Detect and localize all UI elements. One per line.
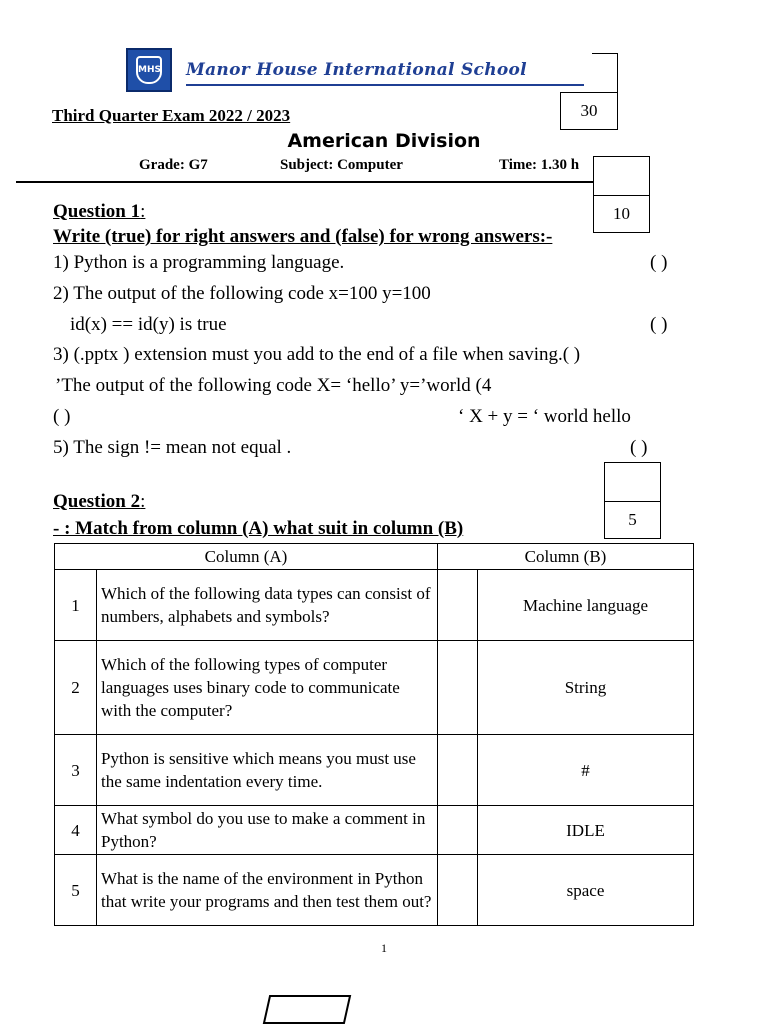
q1-item-2: 2) The output of the following code x=100 y=100 (53, 283, 431, 304)
answer-blank[interactable] (438, 855, 478, 926)
q1-item-4-code: ‘ X + y = ‘ world hello (458, 406, 631, 427)
question1-colon: : (140, 201, 146, 222)
school-logo (126, 48, 172, 92)
row-number: 2 (55, 641, 97, 735)
grade-label: Grade: G7 (139, 157, 208, 173)
table-row (55, 641, 694, 735)
answer-blank[interactable] (438, 570, 478, 641)
question1-title-text: Question 1 (53, 201, 141, 222)
column-b-header: Column (B) (438, 544, 694, 570)
header-divider (16, 181, 594, 183)
matching-table (54, 543, 694, 926)
question2-title-text: Question 2 (53, 491, 141, 512)
subject-label: Subject: Computer (280, 157, 403, 173)
q1-score-box-top (593, 156, 650, 196)
row-answer: Machine language (478, 570, 694, 641)
row-number: 4 (55, 806, 97, 855)
question2-colon: : (140, 491, 146, 512)
q1-item-2-answer: ( ) (650, 314, 668, 335)
q2-score: 5 (628, 510, 637, 529)
q1-item-1: 1) Python is a programming language. (53, 252, 345, 273)
table-row (55, 855, 694, 926)
row-question: Which of the following data types can consist of numbers, alphabets and symbols? (97, 570, 438, 641)
q2-score-box-top (604, 462, 661, 502)
row-number: 1 (55, 570, 97, 641)
q1-item-5-answer: ( ) (630, 437, 648, 458)
answer-blank[interactable] (438, 641, 478, 735)
question2-title (53, 491, 145, 513)
column-a-header: Column (A) (55, 544, 438, 570)
row-question: What is the name of the environment in Python that write your programs and then test them out? (97, 855, 438, 926)
q1-item-4-answer: ( ) (53, 406, 71, 427)
q1-item-5: 5) The sign != mean not equal . (53, 437, 292, 458)
question1-instruction: Write (true) for right answers and (false) for wrong answers:- (53, 226, 553, 247)
q2-score-box (604, 501, 661, 539)
q1-item-3: 3) (.pptx ) extension must you add to the end of a file when saving.( ) (53, 344, 581, 365)
table-header-row (55, 544, 694, 570)
row-number: 5 (55, 855, 97, 926)
total-score: 30 (580, 101, 598, 120)
table-row (55, 570, 694, 641)
row-answer: # (478, 735, 694, 806)
question2-instruction: - : Match from column (A) what suit in column (B) (53, 518, 464, 539)
row-answer: space (478, 855, 694, 926)
question1-title (53, 201, 145, 223)
q1-item-1-answer: ( ) (650, 252, 668, 273)
answer-blank[interactable] (438, 806, 478, 855)
exam-title: Third Quarter Exam 2022 / 2023 (52, 106, 291, 125)
division-title: American Division (287, 130, 481, 152)
row-question: Python is sensitive which means you must use the same indentation every time. (97, 735, 438, 806)
total-score-box-top (592, 53, 618, 92)
school-name-underline (186, 84, 584, 86)
row-question: Which of the following types of computer languages uses binary code to communicate with the computer? (97, 641, 438, 735)
row-number: 3 (55, 735, 97, 806)
total-score-box (560, 92, 618, 130)
parallelogram-shape (262, 994, 354, 1024)
answer-blank[interactable] (438, 735, 478, 806)
logo-text: MHS (138, 65, 161, 75)
row-question: What symbol do you use to make a comment in Python? (97, 806, 438, 855)
row-answer: String (478, 641, 694, 735)
q1-score: 10 (613, 204, 630, 223)
table-row (55, 735, 694, 806)
table-row (55, 806, 694, 855)
q1-item-4: ’The output of the following code X= ‘hello’ y=’world (4 (55, 375, 492, 396)
school-name: Manor House International School (186, 60, 527, 80)
time-label: Time: 1.30 h (499, 157, 580, 173)
q1-item-2-cont: id(x) == id(y) is true (70, 314, 227, 335)
row-answer: IDLE (478, 806, 694, 855)
q1-score-box (593, 195, 650, 233)
page-number: 1 (381, 941, 387, 955)
